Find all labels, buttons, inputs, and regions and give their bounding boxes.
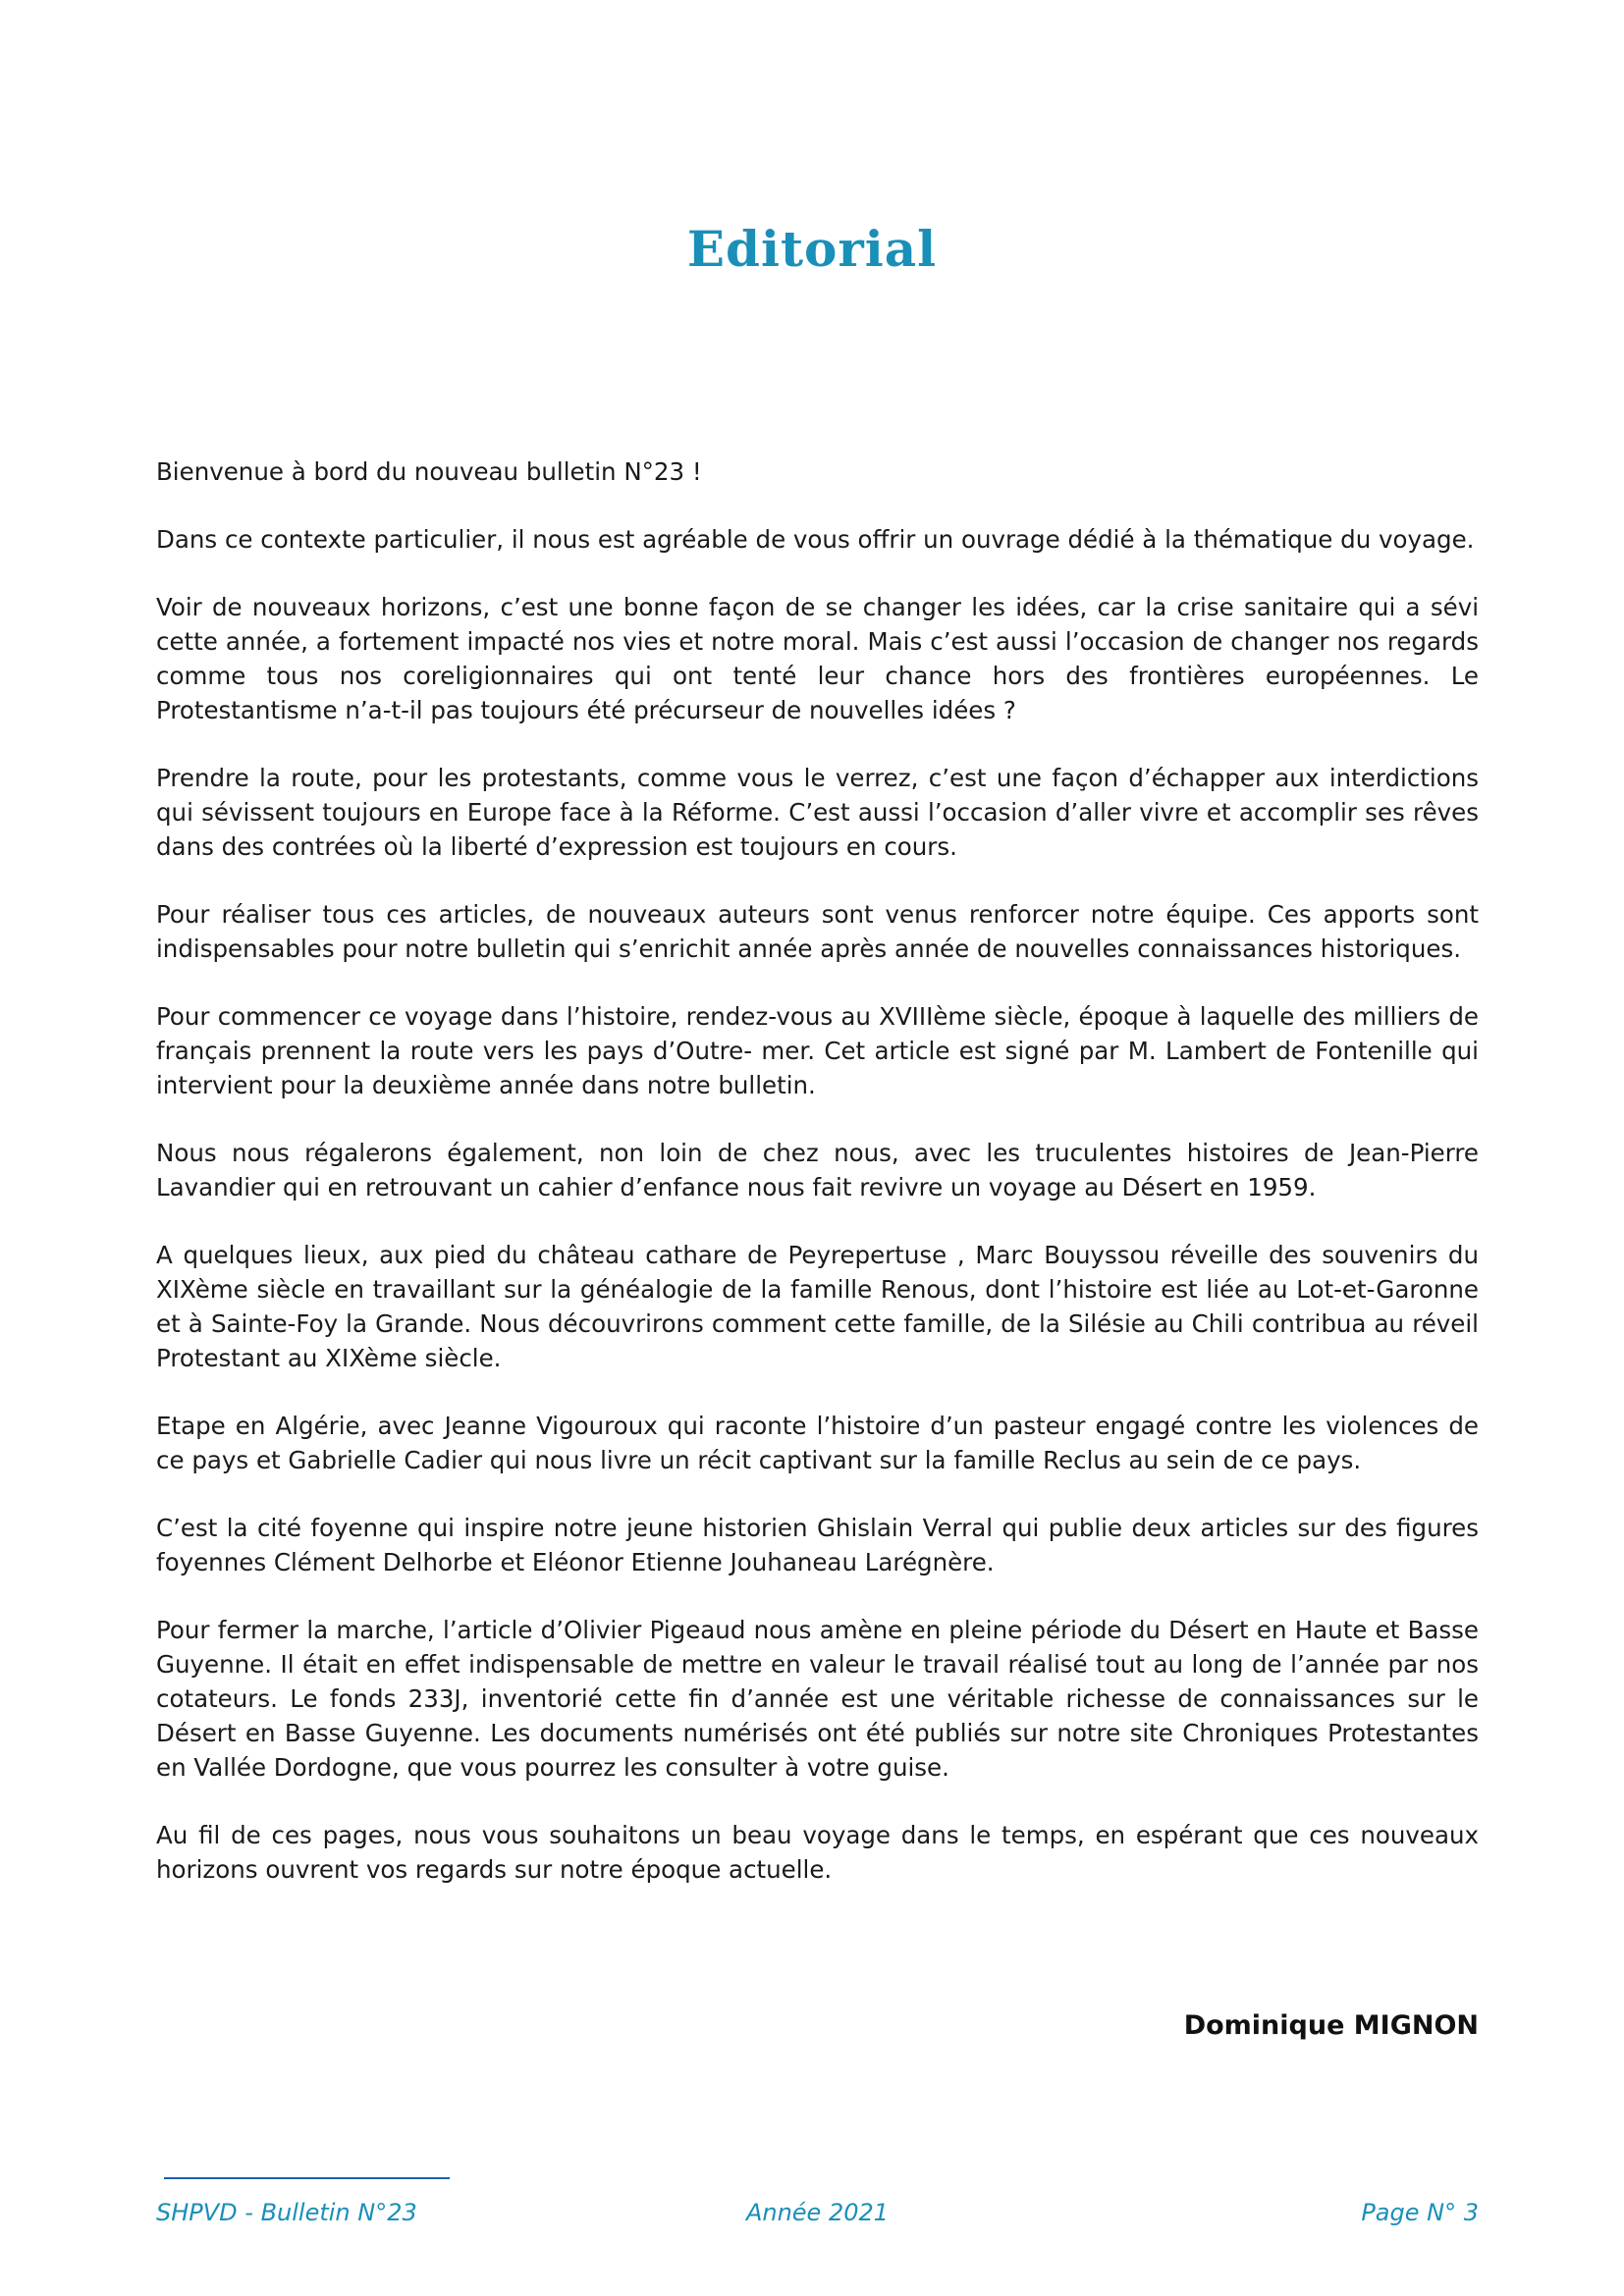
paragraph: A quelques lieux, aux pied du château cathare de Peyrepertuse , Marc Bouyssou réveille des souvenirs du XIXème siècle en travaillant sur la généalogie de la famille Renous, dont l’histoire est liée au Lot-et-Garonne et à Sainte-Foy la Grande. Nous découvrirons comment cette famille, de la Silésie au Chili contribua au réveil Protestant au XIXème siècle.: [156, 1241, 1479, 1372]
footer-year-label: Année 2021: [745, 2199, 890, 2226]
footer-bulletin-label: SHPVD - Bulletin N°23: [156, 2199, 417, 2226]
paragraph: Pour fermer la marche, l’article d’Olivier Pigeaud nous amène en pleine période du Désert en Haute et Basse Guyenne. Il était en effet indispensable de mettre en valeur le travail réalisé tout au long de l’année par nos cotateurs. Le fonds 233J, inventorié cette fin d’année est une véritable richesse de connaissances sur le Désert en Basse Guyenne. Les documents numérisés ont été publiés sur notre site Chroniques Protestantes en Vallée Dordogne, que vous pourrez les consulter à votre guise.: [156, 1616, 1479, 1782]
footer-page-number: Page N° 3: [1361, 2199, 1479, 2226]
paragraph: Pour réaliser tous ces articles, de nouveaux auteurs sont venus renforcer notre équipe. Ces apports sont indispensables pour notre bulletin qui s’enrichit année après année de nouvelles connaissances historiques.: [156, 900, 1479, 963]
editorial-body: [156, 454, 1479, 1920]
paragraph: Bienvenue à bord du nouveau bulletin N°23 !: [156, 457, 702, 486]
paragraph: Dans ce contexte particulier, il nous est agréable de vous offrir un ouvrage dédié à la thématique du voyage.: [156, 525, 1475, 554]
footer-divider: [164, 2177, 450, 2179]
paragraph: Etape en Algérie, avec Jeanne Vigouroux qui raconte l’histoire d’un pasteur engagé contre les violences de ce pays et Gabrielle Cadier qui nous livre un récit captivant sur la famille Reclus au sein de ce pays.: [156, 1412, 1479, 1474]
paragraph: Prendre la route, pour les protestants, comme vous le verrez, c’est une façon d’échapper aux interdictions qui sévissent toujours en Europe face à la Réforme. C’est aussi l’occasion d’aller vivre et accomplir ses rêves dans des contrées où la liberté d’expression est toujours en cours.: [156, 764, 1479, 861]
page-footer: [156, 2199, 1479, 2228]
page-title: Editorial: [686, 219, 938, 278]
paragraph: Nous nous régalerons également, non loin de chez nous, avec les truculentes histoires de Jean-Pierre Lavandier qui en retrouvant un cahier d’enfance nous fait revivre un voyage au Désert en 1959.: [156, 1139, 1479, 1201]
paragraph: Au fil de ces pages, nous vous souhaitons un beau voyage dans le temps, en espérant que ces nouveaux horizons ouvrent vos regards sur notre époque actuelle.: [156, 1821, 1479, 1884]
paragraph: Pour commencer ce voyage dans l’histoire, rendez-vous au XVIIIème siècle, époque à laquelle des milliers de français prennent la route vers les pays d’Outre- mer. Cet article est signé par M. Lambert de Fontenille qui intervient pour la deuxième année dans notre bulletin.: [156, 1002, 1479, 1099]
paragraph: Voir de nouveaux horizons, c’est une bonne façon de se changer les idées, car la crise sanitaire qui a sévi cette année, a fortement impacté nos vies et notre moral. Mais c’est aussi l’occasion de changer nos regards comme tous nos coreligionnaires qui ont tenté leur chance hors des frontières européennes. Le Protestantisme n’a-t-il pas toujours été précurseur de nouvelles idées ?: [156, 593, 1479, 724]
paragraph: C’est la cité foyenne qui inspire notre jeune historien Ghislain Verral qui publie deux articles sur des figures foyennes Clément Delhorbe et Eléonor Etienne Jouhaneau Larégnère.: [156, 1514, 1479, 1576]
signature: Dominique MIGNON: [1183, 2010, 1479, 2041]
